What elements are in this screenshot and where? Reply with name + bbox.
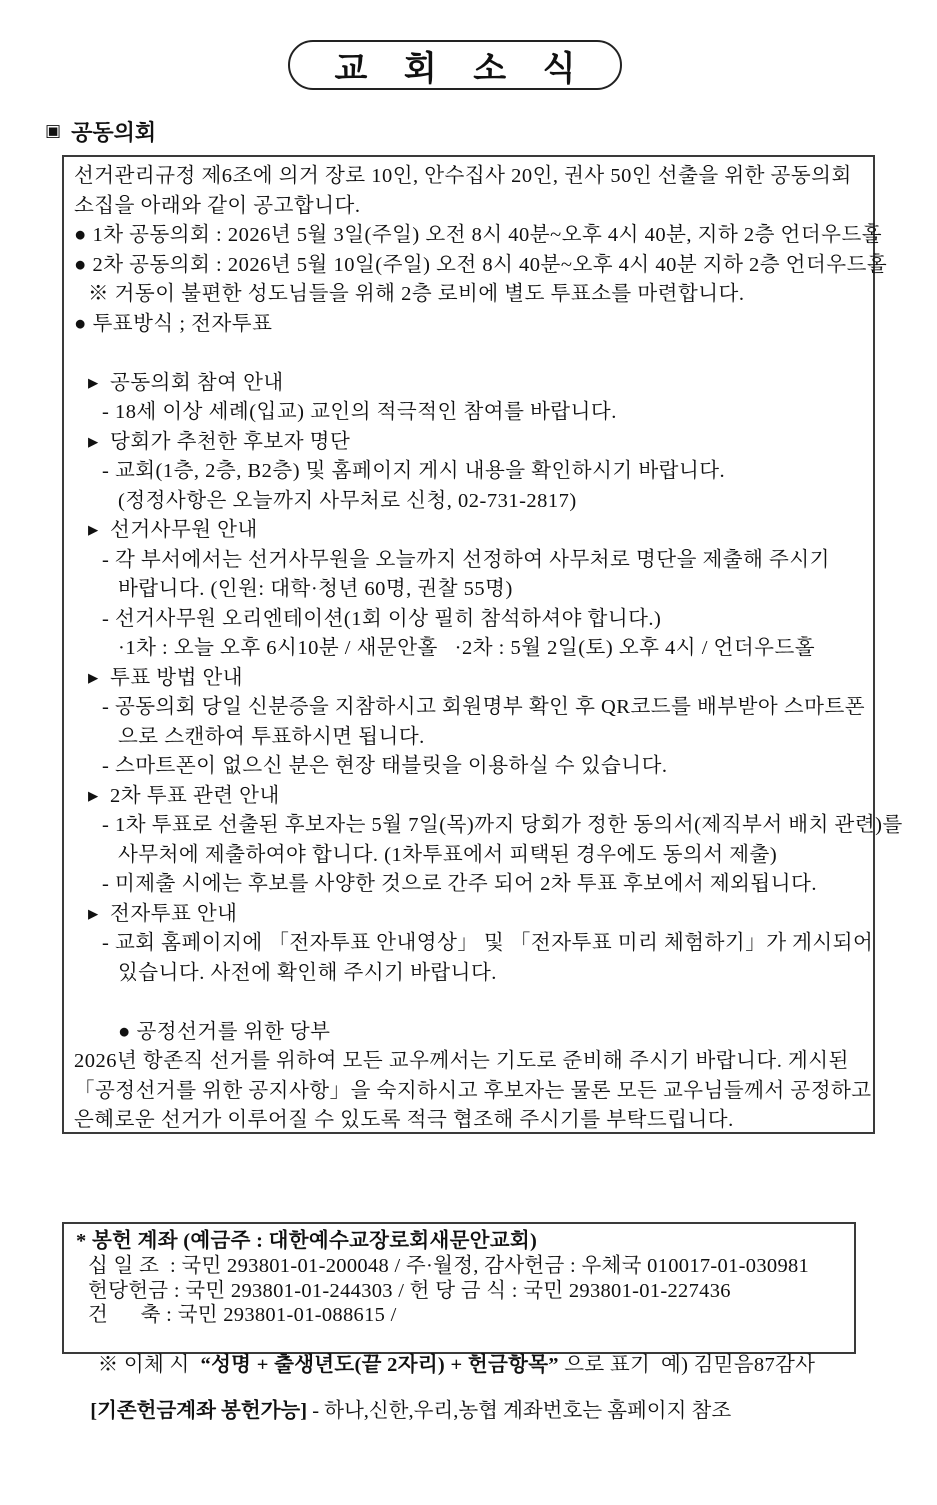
- notice-line: [74, 605, 865, 635]
- notice-line-text: ▸ 2차 투표 관련 안내: [88, 784, 280, 807]
- notice-line: [74, 280, 865, 310]
- notice-line-text: ·1차 : 오늘 오후 6시10분 / 새문안홀 ·2차 : 5월 2일(토) 오후 4시 / 언더우드홀: [118, 637, 816, 659]
- donation-account-box: [62, 1222, 856, 1376]
- page-title: [288, 40, 622, 90]
- existing-account-note-text: - 하나,신한,우리,농협 계좌번호는 홈페이지 참조: [307, 1400, 732, 1422]
- notice-line-text: - 교회 홈페이지에 「전자투표 안내영상」 및 「전자투표 미리 체험하기」가 게시되어: [102, 932, 874, 954]
- donation-account-line-text: 헌당헌금 : 국민 293801-01-244303 / 헌 당 금 식 : 국민 293801-01-227436: [88, 1279, 731, 1302]
- notice-line-text: ● 1차 공동의회 : 2026년 5월 3일(주일) 오전 8시 40분~오후 4시 40분, 지하 2층 언더우드홀: [74, 224, 883, 246]
- notice-line-text: - 스마트폰이 없으신 분은 현장 태블릿을 이용하실 수 있습니다.: [102, 755, 668, 777]
- transfer-note-prefix: ※ 이체 시: [97, 1353, 201, 1376]
- announcement-box: [62, 155, 903, 1134]
- notice-line: [74, 841, 865, 871]
- notice-line-text: ● 2차 공동의회 : 2026년 5월 10일(주일) 오전 8시 40분~오후 4시 40분 지하 2층 언더우드홀: [74, 253, 888, 276]
- notice-line-text: ● 투표방식 ; 전자투표: [74, 312, 273, 335]
- notice-line: [74, 310, 865, 340]
- existing-account-note-label: [기존헌금계좌 봉헌가능]: [90, 1400, 308, 1422]
- notice-line: [74, 752, 865, 782]
- notice-line-text: - 교회(1층, 2층, B2층) 및 홈페이지 게시 내용을 확인하시기 바랍니다.: [102, 460, 726, 482]
- notice-line: [74, 723, 865, 753]
- notice-line: [74, 1106, 865, 1136]
- notice-line: [74, 516, 865, 546]
- transfer-note-format: “성명 + 출생년도(끝 2자리) + 헌금항목”: [200, 1353, 559, 1376]
- notice-line: [74, 221, 883, 251]
- donation-account-header: * 봉헌 계좌 (예금주 : 대한예수교장로회새문안교회): [76, 1230, 538, 1252]
- notice-line-text: ▸ 전자투표 안내: [88, 902, 238, 925]
- notice-line: [74, 339, 865, 369]
- notice-line-text: 으로 스캔하여 투표하시면 됩니다.: [118, 725, 425, 748]
- notice-line: [74, 487, 865, 517]
- notice-line-text: ● 공정선거를 위한 당부: [118, 1020, 331, 1043]
- notice-line: [74, 398, 865, 428]
- notice-line: [74, 693, 865, 723]
- notice-line-text: ※ 거동이 불편한 성도님들을 위해 2층 로비에 별도 투표소를 마련합니다.: [88, 283, 745, 305]
- notice-line-text: (정정사항은 오늘까지 사무처로 신청, 02-731-2817): [118, 489, 577, 512]
- donation-account-line-text: 십 일 조 : 국민 293801-01-200048 / 주·월정, 감사헌금 : 우체국 010017-01-030981: [88, 1254, 810, 1277]
- notice-line: [74, 782, 865, 812]
- notice-line-text: ▸ 당회가 추천한 후보자 명단: [88, 430, 351, 453]
- notice-line-text: - 선거사무원 오리엔테이션(1회 이상 필히 참석하셔야 합니다.): [102, 607, 662, 630]
- notice-line: [74, 959, 865, 989]
- notice-line: [74, 870, 865, 900]
- notice-line-text: - 미제출 시에는 후보를 사양한 것으로 간주 되어 2차 투표 후보에서 제외됩니다.: [102, 873, 817, 895]
- notice-line: [74, 428, 865, 458]
- donation-account-line: [76, 1279, 842, 1304]
- notice-line-text: 선거관리규정 제6조에 의거 장로 10인, 안수집사 20인, 권사 50인 선출을 위한 공동의회: [74, 165, 852, 187]
- donation-account-line: [76, 1254, 842, 1279]
- notice-line-text: - 1차 투표로 선출된 후보자는 5월 7일(목)까지 당회가 정한 동의서(제직부서 배치 관련)를: [102, 814, 903, 836]
- notice-line-text: - 각 부서에서는 선거사무원을 오늘까지 선정하여 사무처로 명단을 제출해 주시기: [102, 548, 830, 571]
- notice-line: [74, 929, 874, 959]
- notice-line: [74, 634, 865, 664]
- notice-line-text: 「공정선거를 위한 공지사항」을 숙지하시고 후보자는 물론 모든 교우님들께서 공정하고: [74, 1079, 872, 1102]
- transfer-note-suffix: 으로 표기 예) 김믿음87감사: [558, 1353, 816, 1376]
- notice-line: [74, 575, 865, 605]
- square-bullet-icon: ▣: [45, 120, 62, 140]
- page-title-text: 교 회 소 식: [334, 50, 590, 88]
- notice-line: [74, 457, 865, 487]
- section-header: [45, 116, 156, 147]
- notice-line-text: ▸ 공동의회 참여 안내: [88, 371, 284, 394]
- notice-line-text: 있습니다. 사전에 확인해 주시기 바랍니다.: [118, 961, 497, 984]
- notice-line: [74, 664, 865, 694]
- notice-line-text: ▸ 투표 방법 안내: [88, 666, 244, 689]
- notice-line: [74, 546, 865, 576]
- notice-line-text: 바랍니다. (인원: 대학·청년 60명, 권찰 55명): [118, 578, 513, 600]
- notice-line-text: 소집을 아래와 같이 공고합니다.: [74, 194, 361, 217]
- section-title: 공동의회: [71, 120, 157, 145]
- notice-line-text: - 공동의회 당일 신분증을 지참하시고 회원명부 확인 후 QR코드를 배부받아 스마트폰: [102, 696, 866, 718]
- donation-account-line-text: 건 축 : 국민 293801-01-088615 /: [88, 1304, 397, 1327]
- notice-line: [74, 251, 888, 281]
- notice-line: [74, 1018, 865, 1048]
- notice-line-text: 사무처에 제출하여야 합니다. (1차투표에서 피택된 경우에도 동의서 제출): [118, 843, 778, 866]
- notice-line-text: 은혜로운 선거가 이루어질 수 있도록 적극 협조해 주시기를 부탁드립니다.: [74, 1109, 734, 1131]
- notice-line: [74, 988, 865, 1018]
- existing-account-note: [80, 1370, 731, 1423]
- notice-line: [74, 192, 865, 222]
- notice-line: [74, 1047, 865, 1077]
- notice-line: [74, 162, 865, 192]
- donation-account-lines: [76, 1254, 842, 1328]
- notice-line: [74, 1077, 872, 1107]
- notice-line-text: ▸ 선거사무원 안내: [88, 519, 258, 541]
- notice-line-text: 2026년 항존직 선거를 위하여 모든 교우께서는 기도로 준비해 주시기 바랍니다. 게시된: [74, 1050, 849, 1072]
- notice-line: [74, 900, 865, 930]
- notice-line: [74, 369, 865, 399]
- notice-line: [74, 811, 903, 841]
- notice-line-text: - 18세 이상 세례(입교) 교인의 적극적인 참여를 바랍니다.: [102, 401, 617, 423]
- donation-account-line: [76, 1303, 842, 1328]
